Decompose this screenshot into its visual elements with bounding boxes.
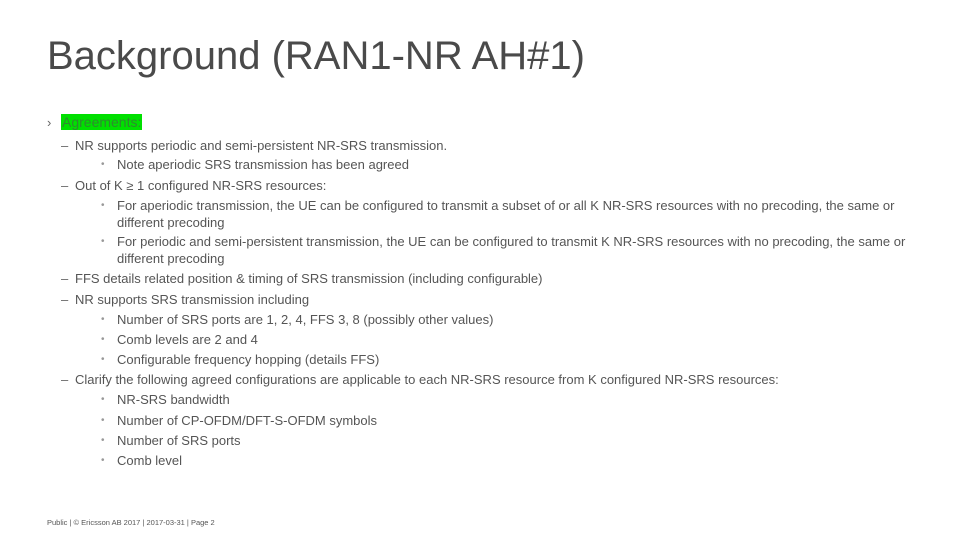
bullet-marker: • xyxy=(101,334,105,345)
bullet-marker: • xyxy=(101,394,105,405)
bullet-marker: • xyxy=(101,455,105,466)
bullet-marker: • xyxy=(101,200,105,211)
bullet-marker: • xyxy=(101,236,105,247)
dash-marker: – xyxy=(61,138,69,153)
dash-marker: – xyxy=(61,178,69,193)
bullet-marker: • xyxy=(101,354,105,365)
bullet-marker: • xyxy=(101,314,105,325)
bullet-marker: • xyxy=(101,159,105,170)
dash-marker: – xyxy=(61,372,69,387)
chevron-right-icon: › xyxy=(47,115,52,130)
slide-title: Background (RAN1-NR AH#1) xyxy=(47,34,585,78)
slide-body: › Agreements: – NR supports periodic and semi-persistent NR-SRS transmission. • Note aperiodic SRS transmission has been agreed – Out of K ≥ 1 configured NR-SRS resources: • For aperiodic transmission, the UE can be configured to transmit a subset of or all K NR-SRS resources with no precoding, the same or different precoding • For periodic and semi-persistent transmission, the UE can be configured to transmit K NR-SRS resources with no precoding, the same or different precoding – FFS details related position & timing of SRS transmission (including configurable) – NR supports SRS transmission including • Number of SRS ports are 1, 2, 4, FFS 3, 8 (possibly other values) • Comb levels are 2 and 4 • Configurable frequency hopping (details FFS) – Clarify the following agreed configurations are applicable to each NR-SRS resource from K configured NR-SRS resources: • NR-SRS bandwidth • Number of CP-OFDM/DFT-S-OFDM symbols • Number of SRS ports • Comb level xyxy=(47,114,906,468)
agreements-label: Agreements: xyxy=(62,114,142,130)
dash-marker: – xyxy=(61,292,69,307)
bullet-marker: • xyxy=(101,435,105,446)
bullet-marker: • xyxy=(101,415,105,426)
dash-marker: – xyxy=(61,271,69,286)
slide-footer: Public | © Ericsson AB 2017 | 2017-03-31 | Page 2 xyxy=(47,518,215,527)
